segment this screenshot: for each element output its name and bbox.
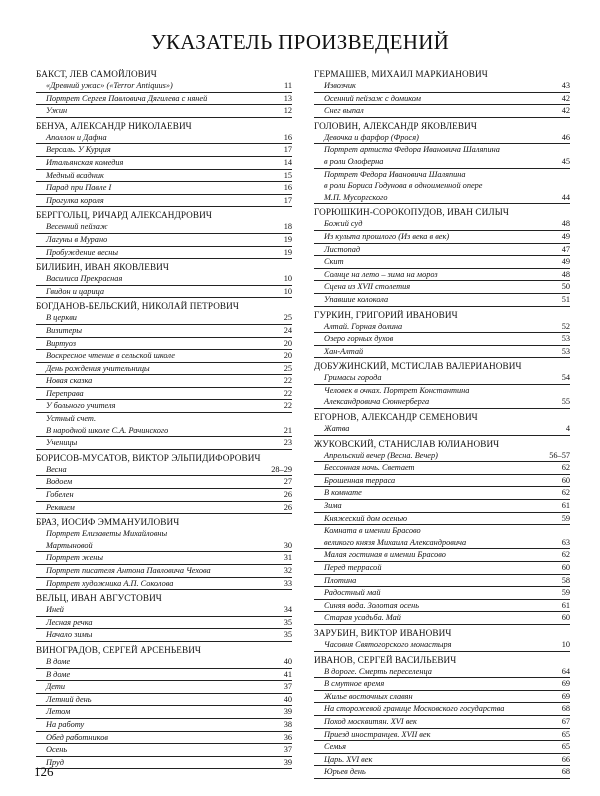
index-entry <box>36 144 292 157</box>
work-title: Лагуны в Мурано <box>46 234 108 244</box>
work-page-number: 45 <box>561 156 570 166</box>
index-entry <box>36 476 292 489</box>
work-title: Обед работников <box>46 732 108 742</box>
work-title: Княжеский дом осенью <box>324 513 408 523</box>
work-title: «Древний ужас» («Terror Antiquus») <box>46 81 173 90</box>
index-entry <box>314 575 570 588</box>
work-title: Гримасы города <box>324 373 382 383</box>
work-page-number: 50 <box>561 282 570 292</box>
index-entry <box>36 732 292 745</box>
index-entry <box>314 346 570 359</box>
index-entry <box>314 487 570 500</box>
work-title: Осенний пейзаж с домиком <box>324 93 421 103</box>
work-page-number: 30 <box>283 540 292 550</box>
work-page-number: 51 <box>561 294 570 304</box>
author-heading: БАКСТ, ЛЕВ САМОЙЛОВИЧ <box>36 69 157 79</box>
index-entry <box>314 93 570 106</box>
work-title: Малая гостиная в имении Брасово <box>324 550 446 560</box>
work-title: Переправа <box>46 388 84 398</box>
author-heading: ЕГОРНОВ, АЛЕКСАНДР СЕМЕНОВИЧ <box>314 412 478 423</box>
work-page-number: 59 <box>561 588 570 598</box>
index-entry <box>314 218 570 231</box>
work-title: Итальянская комедия <box>46 157 124 167</box>
author-heading: ИВАНОВ, СЕРГЕЙ ВАСИЛЬЕВИЧ <box>314 654 457 665</box>
author-heading: БЕРГГОЛЬЦ, РИЧАРД АЛЕКСАНДРОВИЧ <box>36 210 212 221</box>
index-entry <box>36 744 292 757</box>
work-title: Портрет Елизаветы Михайловны <box>46 529 168 539</box>
work-page-number: 35 <box>283 617 292 627</box>
work-page-number: 33 <box>283 578 292 588</box>
work-page-number: 62 <box>561 463 570 473</box>
work-page-number: 18 <box>283 222 292 232</box>
work-title: У больного учителя <box>46 401 116 411</box>
index-entry <box>36 719 292 732</box>
index-entry <box>36 425 292 438</box>
index-entry <box>314 281 570 294</box>
work-page-number: 40 <box>283 694 292 704</box>
work-page-number: 10 <box>561 639 570 649</box>
work-title: Приезд иностранцев. XVII век <box>324 729 431 739</box>
work-page-number: 4 <box>565 424 570 434</box>
work-title: Девочка и фарфор (Фрося) <box>324 132 419 142</box>
work-page-number: 20 <box>283 351 292 361</box>
work-title: Устный счет. <box>46 414 97 424</box>
author-heading: ВЕЛЬЦ, ИВАН АВГУСТОВИЧ <box>36 593 162 604</box>
index-entry <box>314 500 570 513</box>
work-title: Летний день <box>46 694 92 704</box>
index-entry <box>314 80 570 93</box>
index-entry <box>314 600 570 613</box>
work-page-number: 52 <box>561 321 570 331</box>
work-page-number: 60 <box>561 475 570 485</box>
work-page-number: 63 <box>561 537 570 547</box>
work-title: Гобелен <box>46 490 74 500</box>
index-entry <box>314 269 570 282</box>
work-title: Осень <box>46 745 68 755</box>
work-title: Озеро горных духов <box>324 334 394 344</box>
work-title: Реквием <box>46 502 75 512</box>
work-title: Мартыновой <box>46 540 93 550</box>
index-entry <box>314 612 570 625</box>
work-title: Листопад <box>324 244 361 254</box>
work-page-number: 49 <box>561 231 570 241</box>
index-entry <box>36 757 292 770</box>
index-entry <box>314 537 570 550</box>
work-title: Упавшие колокола <box>324 294 389 304</box>
index-entry <box>36 540 292 553</box>
index-entry <box>36 528 292 540</box>
page-number: 126 <box>34 764 54 779</box>
work-title: На работу <box>46 719 85 729</box>
work-page-number: 41 <box>283 669 292 679</box>
work-title: Василиса Прекрасная <box>46 274 123 284</box>
work-title: Портрет Федора Ивановича Шаляпина <box>324 169 466 179</box>
work-page-number: 61 <box>561 501 570 511</box>
work-title: Дети <box>46 682 65 692</box>
index-entry <box>36 338 292 351</box>
work-page-number: 60 <box>561 613 570 623</box>
work-page-number: 24 <box>283 325 292 335</box>
index-entry <box>36 502 292 515</box>
work-title: Портрет художника А.П. Соколова <box>46 578 174 588</box>
index-entry <box>36 375 292 388</box>
work-title: Начало зимы <box>46 630 93 640</box>
work-title: Сцена из XVII столетия <box>324 282 411 292</box>
work-page-number: 54 <box>561 373 570 383</box>
index-entry <box>314 450 570 463</box>
work-page-number: 17 <box>283 145 292 155</box>
work-page-number: 32 <box>283 566 292 575</box>
index-entry <box>314 132 570 145</box>
index-entry <box>36 604 292 617</box>
index-entry <box>314 754 570 767</box>
work-page-number: 48 <box>561 269 570 279</box>
index-entry <box>36 286 292 299</box>
index-entry <box>36 93 292 106</box>
work-title: Юрьев день <box>324 767 366 777</box>
work-page-number: 25 <box>283 363 292 373</box>
work-title: Плотина <box>324 575 357 585</box>
work-title: Пруд <box>46 757 64 767</box>
work-page-number: 38 <box>283 719 292 729</box>
work-title: Прогулка короля <box>46 195 104 205</box>
work-title: Виртуоз <box>46 338 76 348</box>
work-title: Синяя вода. Золотая осень <box>324 600 419 610</box>
work-title: М.П. Мусоргского <box>324 192 388 202</box>
index-entry <box>36 170 292 183</box>
work-title: в роли Бориса Годунова в одноименной опере <box>324 181 483 191</box>
index-entry <box>314 169 570 181</box>
work-title: День рождения учительницы <box>46 363 150 373</box>
index-entry <box>36 105 292 118</box>
work-title: В церкви <box>46 313 77 323</box>
work-page-number: 26 <box>283 502 292 512</box>
work-page-number: 40 <box>283 656 292 666</box>
work-page-number: 34 <box>283 605 292 615</box>
work-title: Снег выпал <box>324 106 364 116</box>
index-entry <box>36 629 292 642</box>
work-page-number: 66 <box>561 754 570 764</box>
work-page-number: 28–29 <box>271 464 292 474</box>
index-entry <box>36 669 292 682</box>
work-title: В доме <box>46 669 71 679</box>
work-page-number: 35 <box>283 630 292 640</box>
work-title: Парад при Павле I <box>46 183 112 193</box>
index-entry <box>314 156 570 169</box>
index-entry <box>36 437 292 450</box>
index-entry <box>36 552 292 565</box>
work-page-number: 12 <box>283 106 292 116</box>
work-page-number: 22 <box>283 376 292 386</box>
work-page-number: 49 <box>561 257 570 267</box>
index-entry <box>314 475 570 488</box>
work-page-number: 14 <box>283 157 292 167</box>
index-column-left <box>36 68 292 769</box>
work-title: Скит <box>324 257 344 267</box>
index-entry <box>314 513 570 526</box>
index-entry <box>314 691 570 704</box>
work-title: Жатва <box>324 424 350 434</box>
work-page-number: 22 <box>283 401 292 411</box>
index-entry <box>36 247 292 260</box>
index-entry <box>314 372 570 385</box>
work-page-number: 27 <box>283 477 292 487</box>
work-page-number: 16 <box>283 132 292 142</box>
work-title: Из культа прошлого (Из века в век) <box>324 231 450 241</box>
work-title: великого князя Михаила Александровича <box>324 537 467 547</box>
work-title: Жилье восточных славян <box>324 691 413 701</box>
author-heading: ГОЛОВИН, АЛЕКСАНДР ЯКОВЛЕВИЧ <box>314 120 477 131</box>
index-entry <box>314 549 570 562</box>
index-entry <box>36 273 292 286</box>
work-title: Пробуждение весны <box>46 247 119 257</box>
index-entry <box>36 617 292 630</box>
index-entry <box>36 221 292 234</box>
work-page-number: 19 <box>283 247 292 257</box>
work-page-number: 43 <box>561 81 570 90</box>
author-heading: БРАЗ, ИОСИФ ЭММАНУИЛОВИЧ <box>36 517 180 528</box>
work-title: Летом <box>46 707 71 717</box>
work-page-number: 69 <box>561 679 570 689</box>
author-heading: ВИНОГРАДОВ, СЕРГЕЙ АРСЕНЬЕВИЧ <box>36 644 201 655</box>
index-entry <box>36 234 292 247</box>
work-title: Радостный май <box>324 588 381 598</box>
work-page-number: 59 <box>561 513 570 523</box>
index-entry <box>314 741 570 754</box>
work-title: Божий суд <box>324 219 363 229</box>
index-entry <box>36 325 292 338</box>
work-page-number: 53 <box>561 334 570 344</box>
work-page-number: 16 <box>283 183 292 193</box>
work-page-number: 39 <box>283 707 292 717</box>
author-heading: БОГДАНОВ-БЕЛЬСКИЙ, НИКОЛАЙ ПЕТРОВИЧ <box>36 301 239 312</box>
work-title: Брошенная терраса <box>324 475 396 485</box>
work-page-number: 39 <box>283 757 292 767</box>
work-page-number: 10 <box>283 286 292 296</box>
index-entry <box>36 706 292 719</box>
work-title: Бессонная ночь. Светает <box>324 463 415 473</box>
index-entry <box>314 729 570 742</box>
work-page-number: 21 <box>283 425 292 435</box>
index-entry <box>314 462 570 475</box>
work-title: Ужин <box>46 106 68 116</box>
work-title: Гвидон и царица <box>46 286 105 296</box>
index-entry <box>36 132 292 145</box>
author-heading: ГОРЮШКИН-СОРОКОПУДОВ, ИВАН СИЛЫЧ <box>314 207 509 218</box>
index-entry <box>36 464 292 477</box>
work-page-number: 42 <box>561 93 570 103</box>
work-page-number: 23 <box>283 438 292 448</box>
work-title: Аполлон и Дафна <box>46 132 107 142</box>
author-heading: ДОБУЖИНСКИЙ, МСТИСЛАВ ВАЛЕРИАНОВИЧ <box>314 361 522 372</box>
work-page-number: 42 <box>561 106 570 116</box>
index-entry <box>36 681 292 694</box>
work-title: Алтай. Горная долина <box>324 321 403 331</box>
work-page-number: 26 <box>283 490 292 500</box>
work-title: Лесная речка <box>46 617 93 627</box>
author-heading: БИЛИБИН, ИВАН ЯКОВЛЕВИЧ <box>36 262 169 273</box>
index-entry <box>314 231 570 244</box>
work-page-number: 46 <box>561 132 570 142</box>
work-title: Александровича Сюннерберга <box>324 397 430 407</box>
work-page-number: 48 <box>561 219 570 229</box>
work-title: Весенний пейзаж <box>46 222 108 232</box>
index-entry <box>314 105 570 118</box>
work-page-number: 37 <box>283 745 292 755</box>
work-title: Солнце на лето – зима на мороз <box>324 269 438 279</box>
work-title: Апрельский вечер (Весна. Вечер) <box>324 450 438 460</box>
index-entry <box>314 562 570 575</box>
work-page-number: 58 <box>561 575 570 585</box>
work-page-number: 47 <box>561 244 570 254</box>
work-title: Весна <box>46 464 67 474</box>
work-title: Визитеры <box>46 325 83 335</box>
work-title: Ученицы <box>46 438 78 448</box>
work-title: Новая сказка <box>46 376 93 386</box>
index-column-right <box>314 68 570 779</box>
work-title: Часовня Святогорского монастыря <box>324 639 452 649</box>
index-entry <box>314 180 570 192</box>
work-title: Иней <box>46 605 64 615</box>
author-heading: ЗАРУБИН, ВИКТОР ИВАНОВИЧ <box>314 627 452 638</box>
work-page-number: 22 <box>283 388 292 398</box>
work-title: Семья <box>324 742 346 752</box>
index-entry <box>36 388 292 401</box>
work-page-number: 25 <box>283 313 292 323</box>
index-entry <box>36 489 292 502</box>
work-title: Портрет жены <box>46 553 103 563</box>
index-entry <box>36 80 292 93</box>
index-entry <box>314 256 570 269</box>
work-page-number: 13 <box>283 93 292 103</box>
index-entry <box>36 400 292 413</box>
work-page-number: 36 <box>283 732 292 742</box>
work-page-number: 61 <box>561 600 570 610</box>
page-title: УКАЗАТЕЛЬ ПРОИЗВЕДЕНИЙ <box>150 30 450 54</box>
work-title: Поход москвитян. XVI век <box>324 716 417 726</box>
index-entry <box>36 157 292 170</box>
work-page-number: 10 <box>283 274 292 284</box>
index-entry <box>314 639 570 652</box>
work-page-number: 60 <box>561 563 570 572</box>
work-title: Человек в очках. Портрет Константина <box>324 385 470 395</box>
index-entry <box>36 312 292 325</box>
work-page-number: 62 <box>561 550 570 560</box>
work-title: Хан-Алтай <box>324 346 364 356</box>
work-page-number: 64 <box>561 666 570 676</box>
work-page-number: 53 <box>561 346 570 356</box>
index-entry <box>314 525 570 537</box>
index-entry <box>314 144 570 156</box>
work-page-number: 37 <box>283 682 292 692</box>
work-page-number: 31 <box>283 553 292 563</box>
work-page-number: 44 <box>561 192 570 202</box>
work-page-number: 20 <box>283 338 292 348</box>
work-title: Воскресное чтение в сельской школе <box>46 351 175 361</box>
index-entry <box>36 578 292 591</box>
work-page-number: 15 <box>283 170 292 180</box>
index-entry <box>314 192 570 205</box>
work-title: На сторожевой границе Московского государства <box>324 704 505 714</box>
work-page-number: 69 <box>561 691 570 701</box>
work-title: В смутное время <box>324 679 385 689</box>
work-page-number: 68 <box>561 704 570 714</box>
work-title: В комнате <box>324 488 362 498</box>
work-page-number: 65 <box>561 742 570 752</box>
index-entry <box>314 333 570 346</box>
index-entry <box>314 423 570 436</box>
index-entry <box>36 182 292 195</box>
work-title: Портрет Сергея Павловича Дягилева с няней <box>46 93 208 103</box>
author-heading: ГЕРМАШЕВ, МИХАИЛ МАРКИАНОВИЧ <box>314 69 488 79</box>
work-title: Портрет писателя Антона Павловича Чехова <box>46 566 211 575</box>
work-title: Комната в имении Брасово <box>324 526 421 536</box>
index-entry <box>314 766 570 779</box>
index-entry <box>36 350 292 363</box>
work-title: Водоем <box>46 477 73 487</box>
index-entry <box>314 678 570 691</box>
work-title: Старая усадьба. Май <box>324 613 401 623</box>
index-entry <box>36 694 292 707</box>
work-page-number: 65 <box>561 729 570 739</box>
index-entry <box>314 244 570 257</box>
index-entry <box>314 385 570 397</box>
index-entry <box>314 321 570 334</box>
work-page-number: 62 <box>561 488 570 498</box>
author-heading: БЕНУА, АЛЕКСАНДР НИКОЛАЕВИЧ <box>36 120 192 131</box>
work-page-number: 19 <box>283 234 292 244</box>
index-entry <box>36 363 292 376</box>
work-title: Медный всадник <box>46 170 104 180</box>
work-title: Портрет артиста Федора Ивановича Шаляпина <box>324 145 500 155</box>
index-entry <box>36 195 292 208</box>
index-entry <box>314 396 570 409</box>
work-title: Перед террасой <box>324 563 382 572</box>
work-title: в роли Олоферна <box>324 156 384 166</box>
index-entry <box>314 716 570 729</box>
work-page-number: 55 <box>561 397 570 407</box>
index-entry <box>314 666 570 679</box>
index-entry <box>314 587 570 600</box>
author-heading: ГУРКИН, ГРИГОРИЙ ИВАНОВИЧ <box>314 309 458 320</box>
work-page-number: 11 <box>284 81 292 90</box>
work-title: В доме <box>46 656 71 666</box>
index-entry <box>36 565 292 578</box>
index-entry <box>314 703 570 716</box>
work-page-number: 56–57 <box>549 450 570 460</box>
work-title: Зима <box>324 501 342 511</box>
index-entry <box>314 294 570 307</box>
author-heading: ЖУКОВСКИЙ, СТАНИСЛАВ ЮЛИАНОВИЧ <box>314 438 500 449</box>
work-page-number: 68 <box>561 767 570 777</box>
work-page-number: 17 <box>283 195 292 205</box>
work-title: В дороге. Смерть переселенца <box>324 666 432 676</box>
work-title: Извозчик <box>324 81 356 90</box>
index-entry <box>36 656 292 669</box>
index-entry <box>36 413 292 425</box>
author-heading: БОРИСОВ-МУСАТОВ, ВИКТОР ЭЛЬПИДИФОРОВИЧ <box>36 452 261 463</box>
work-title: В народной школе С.А. Рачинского <box>46 425 169 435</box>
work-title: Царь. XVI век <box>324 754 373 764</box>
work-page-number: 67 <box>561 716 570 726</box>
work-title: Версаль. У Курция <box>46 145 111 155</box>
